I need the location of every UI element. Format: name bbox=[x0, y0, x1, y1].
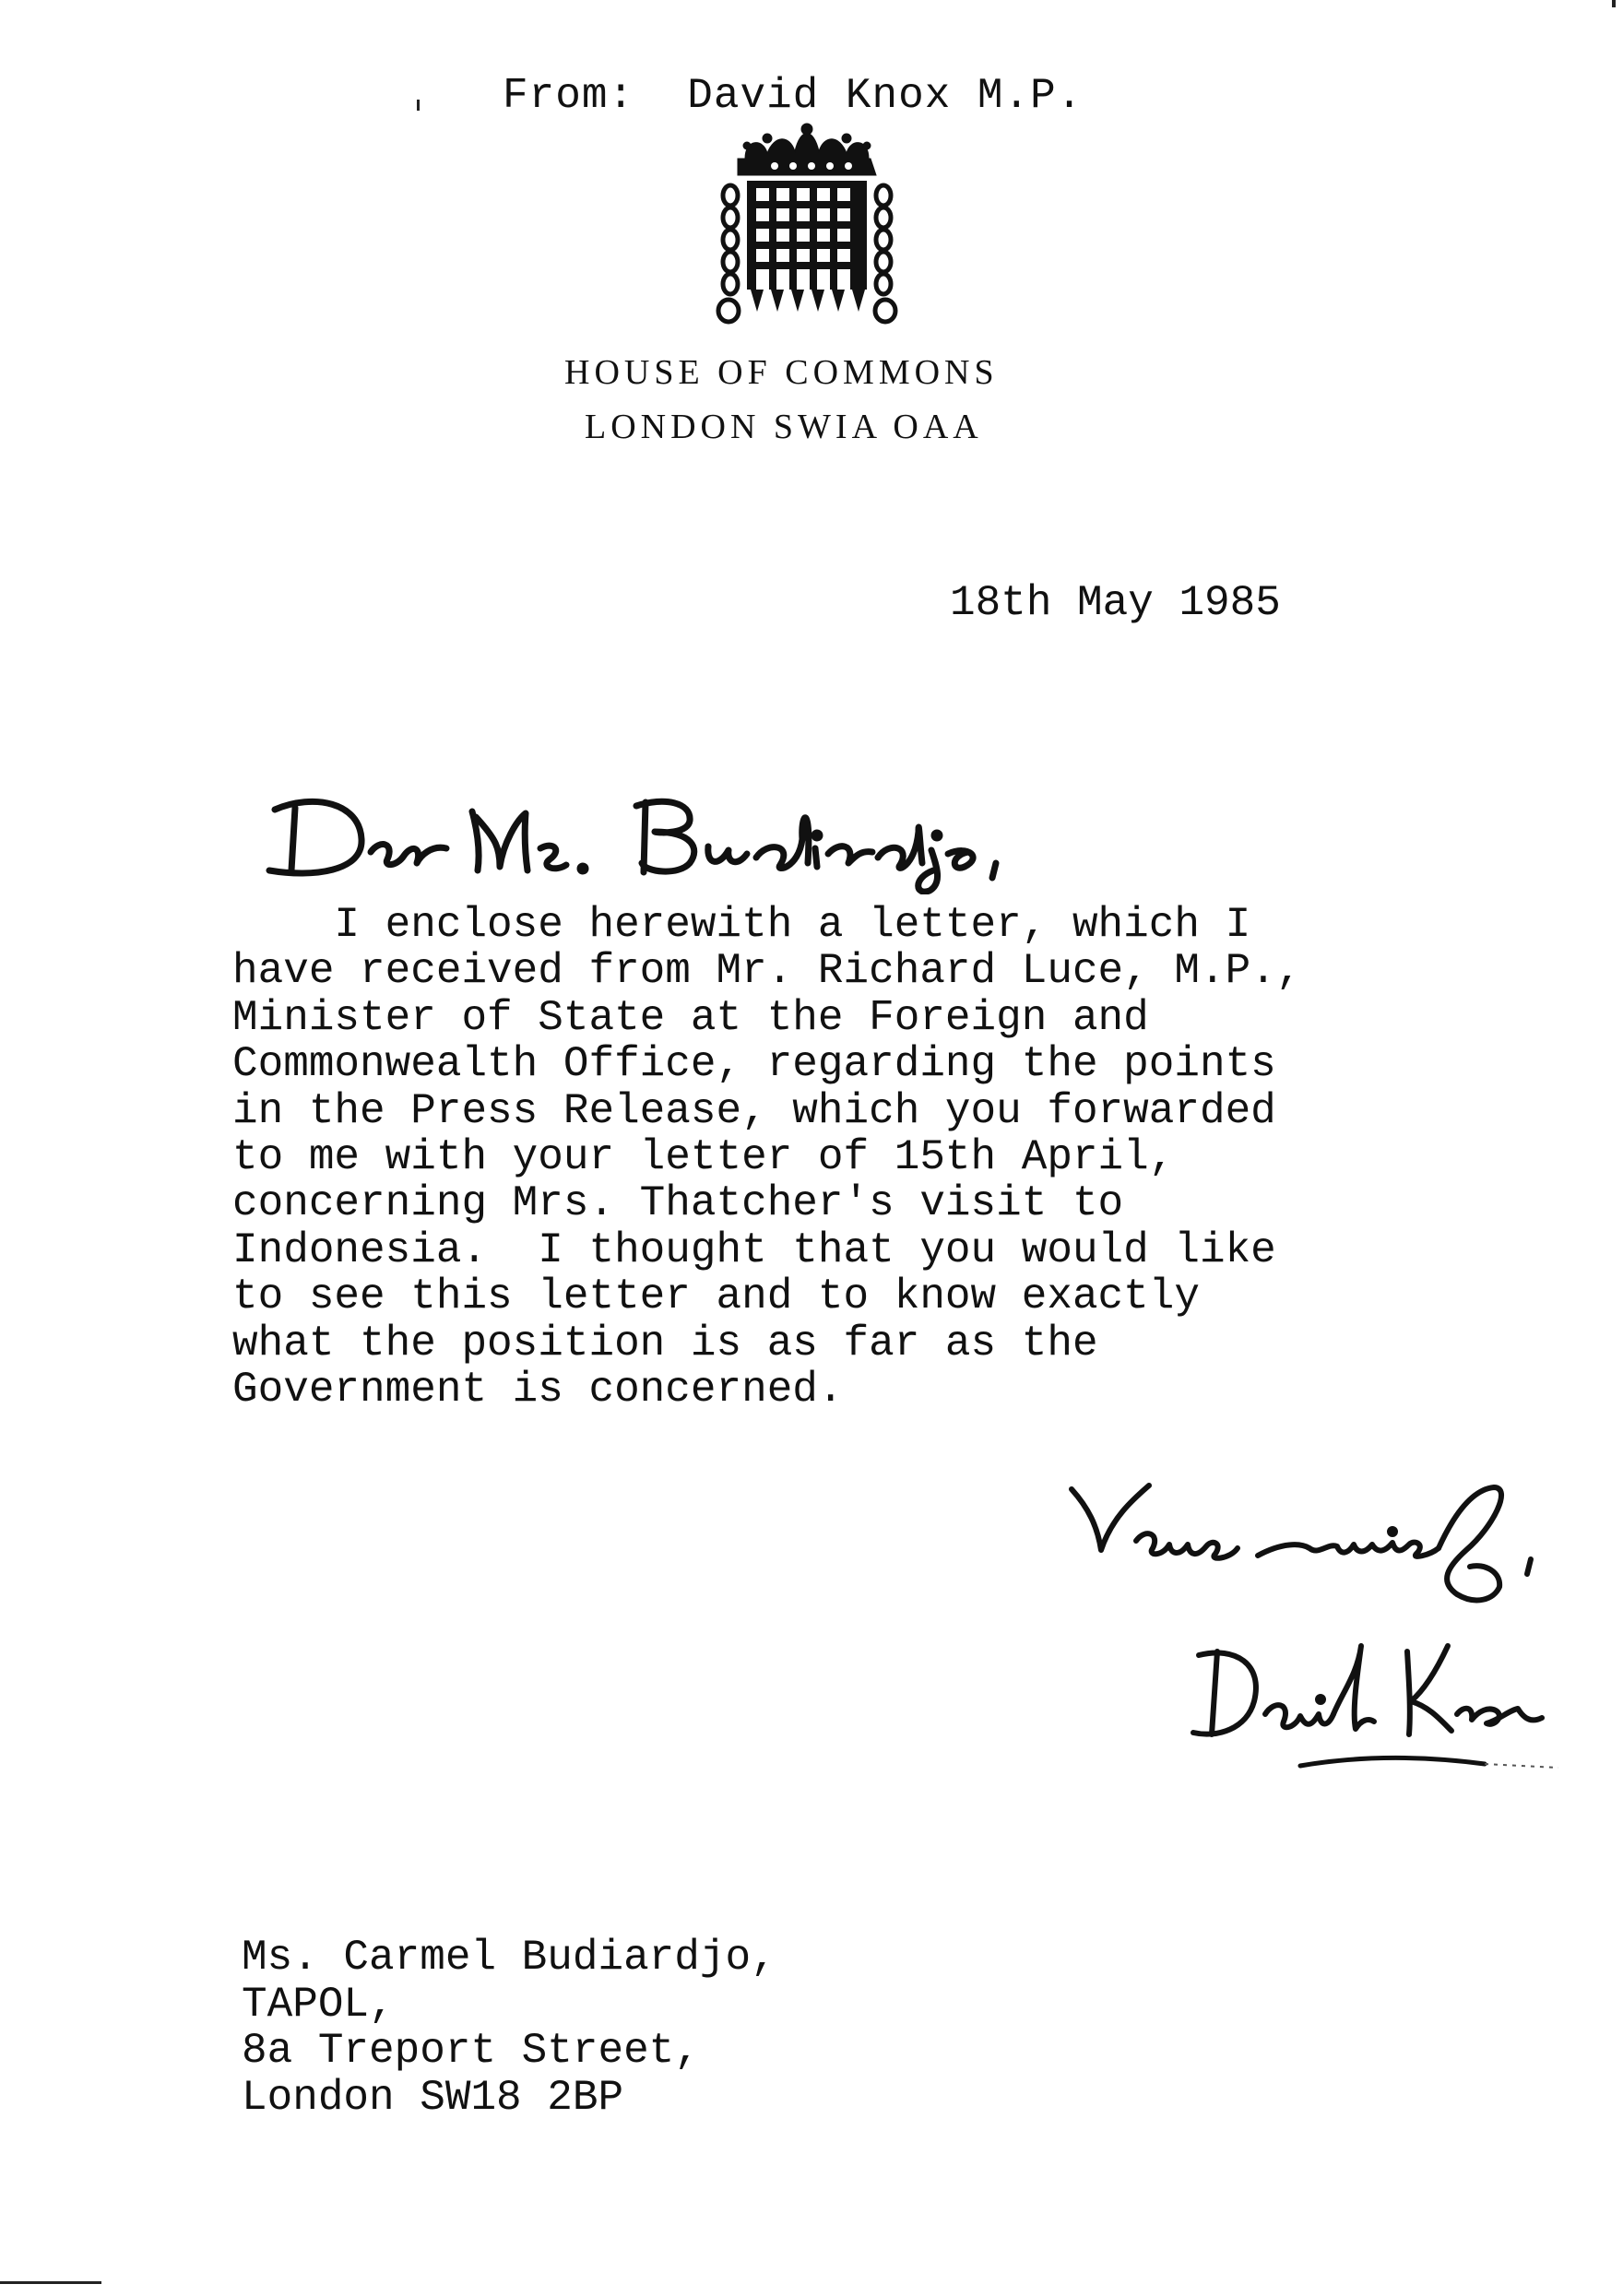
handwritten-salutation bbox=[258, 775, 1014, 894]
recipient-address-line: 8a Treport Street, bbox=[242, 2027, 700, 2075]
body-line: what the position is as far as the bbox=[232, 1319, 1098, 1367]
portcullis-icon bbox=[710, 122, 904, 334]
institution-name: HOUSE OF COMMONS bbox=[564, 353, 999, 392]
scan-artifact bbox=[417, 100, 420, 111]
body-line: Commonwealth Office, regarding the points bbox=[232, 1040, 1276, 1089]
recipient-address-line: London SW18 2BP bbox=[242, 2073, 624, 2122]
body-line: Indonesia. I thought that you would like bbox=[232, 1225, 1276, 1274]
recipient-address bbox=[242, 1935, 776, 2121]
body-line: have received from Mr. Richard Luce, M.P., bbox=[232, 947, 1302, 996]
from-label: From: bbox=[503, 72, 635, 120]
body-line: concerning Mrs. Thatcher's visit to bbox=[232, 1179, 1124, 1228]
body-line: to me with your letter of 15th April, bbox=[232, 1133, 1175, 1182]
handwritten-signature bbox=[1180, 1618, 1568, 1775]
scan-artifact bbox=[0, 2281, 101, 2284]
from-line bbox=[503, 72, 1083, 120]
recipient-address-line: TAPOL, bbox=[242, 1980, 395, 2029]
body-line: to see this letter and to know exactly bbox=[232, 1272, 1200, 1321]
recipient-address-line: Ms. Carmel Budiardjo, bbox=[242, 1934, 776, 1982]
institution-address: LONDON SWIA OAA bbox=[585, 408, 983, 446]
body-line: Minister of State at the Foreign and bbox=[232, 993, 1149, 1042]
from-name: David Knox M.P. bbox=[687, 72, 1084, 120]
handwritten-closing bbox=[1060, 1471, 1558, 1618]
letter-body bbox=[232, 902, 1431, 1413]
body-line: Government is concerned. bbox=[232, 1366, 844, 1414]
letter-date: 18th May 1985 bbox=[950, 579, 1281, 627]
scan-artifact bbox=[1612, 0, 1616, 7]
body-line: in the Press Release, which you forwarded bbox=[232, 1086, 1276, 1135]
body-line: I enclose herewith a letter, which I bbox=[232, 901, 1251, 949]
